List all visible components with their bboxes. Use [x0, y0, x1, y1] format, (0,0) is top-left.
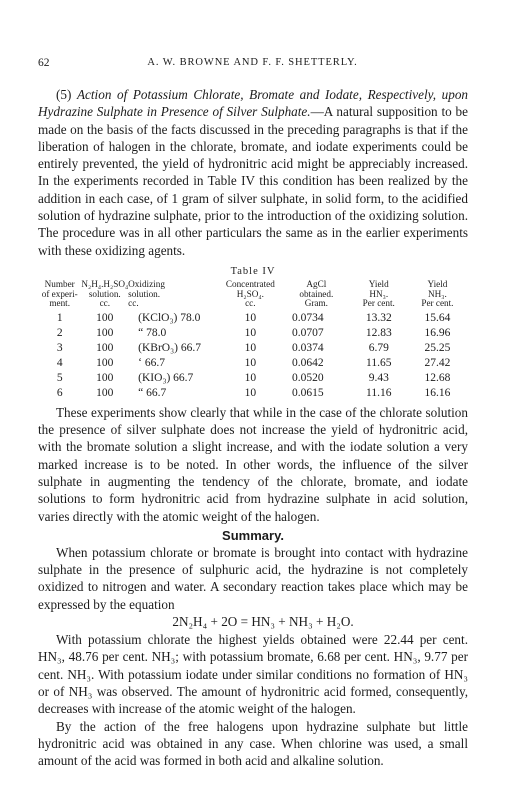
after-table-paragraph: These experiments show clearly that while in the case of the chlorate solution the presence of silver sulphate does not increase the yield of hydronitric acid, with the bromate solution a slight increase, and with the iodate solution a very marked increase is to be noted. In other words, the influence of the silver sulphate in augmenting the tendency of the chlorate, bromate, and iodate solutions to form hydronitric acid from hydrazine sulphate in acid solution, varies directly with the atomic weight of the halogen. [38, 404, 468, 524]
table-cell: 10 [244, 371, 257, 384]
section-5-paragraph [38, 86, 468, 259]
table-header-cell [219, 280, 282, 311]
table-cell: 27.42 [424, 356, 451, 369]
table-header-line: solution. [88, 288, 121, 299]
table-cell: 16.96 [424, 326, 451, 339]
table-cell: 13.32 [365, 311, 392, 324]
table-header-line: AgCl [306, 278, 327, 289]
summary-paragraph-1: When potassium chlorate or bromate is brought into contact with hydrazine sulphate in the presence of sulphuric acid, the hydrazine is not completely oxidized to nitrogen and water. A secondary reaction takes place which may be expressed by the equation [38, 544, 468, 612]
table-cell: 10 [244, 326, 257, 339]
table-cell: “ 78.0 [138, 326, 167, 339]
table-cell: 0.0642 [291, 356, 324, 369]
table-header-line: ment. [49, 298, 71, 309]
table-header-cell [282, 280, 351, 311]
table-cell: ‘ 66.7 [138, 356, 166, 369]
summary-heading: Summary. [222, 527, 284, 543]
table-cell: 100 [96, 356, 114, 369]
table-header-line: HN₃. [369, 288, 389, 299]
table-header-line: H₂SO₄. [236, 288, 264, 299]
running-head: A. W. BROWNE AND F. F. SHETTERLY. [147, 57, 358, 68]
summary-paragraph-2: With potassium chlorate the highest yields obtained were 22.44 per cent. HN₃, 48.76 per cent. NH₃; with potassium bromate, 6.68 per cent. HN₃, 9.77 per cent. NH₃. With potassium iodate under similar conditions no formation of HN₃ or of NH₃ was observed. The amount of hydronitric acid formed, consequently, decreases with increase of the atomic weight of the halogen. [38, 632, 468, 717]
table-cell: 11.16 [366, 386, 392, 399]
table-cell: 11.65 [366, 356, 392, 369]
table-header-cell [38, 280, 81, 311]
table-header-line: obtained. [299, 288, 334, 299]
table-cell: 3 [56, 341, 63, 354]
table-cell: 1 [56, 311, 63, 324]
table-cell: 0.0374 [291, 341, 324, 354]
table-header-line: N₂H₄.H₂SO₄ [81, 278, 129, 289]
table-header-line: solution. [128, 288, 161, 299]
table-cell: 0.0707 [291, 326, 324, 339]
table-body [38, 311, 468, 401]
table-header-line: Number [44, 278, 75, 289]
table-header-line: Oxidizing [128, 278, 165, 289]
table-cell: 10 [244, 356, 257, 369]
summary-paragraph-3: By the action of the free halogens upon hydrazine sulphate but little hydronitric acid was obtained in any case. When chlorine was used, a small amount of the acid was formed in both acid and alkaline solution. [38, 718, 468, 769]
table-header-line: Gram. [304, 298, 328, 309]
table-header-line: Per cent. [421, 298, 454, 309]
table-row [38, 386, 468, 401]
table-header-cell [407, 280, 468, 311]
table-header-line: cc. [245, 298, 256, 309]
table-cell: 0.0615 [291, 386, 324, 399]
table-header-line: Concentrated [225, 278, 275, 289]
table-cell: 6 [56, 386, 63, 399]
table-cell: “ 66.7 [138, 386, 167, 399]
table-header-row [38, 280, 468, 311]
table-cell: 10 [244, 386, 257, 399]
page-header [38, 57, 467, 71]
table-header-line: cc. [99, 298, 111, 309]
table-cell: 10 [244, 341, 257, 354]
section-title: Action of Potassium Chlorate, Bromate and Iodate, Respectively, upon Hydrazine Sulphate in Presence of Silver Sulphate. [38, 87, 469, 120]
table-header-line: Yield [427, 278, 448, 289]
table-row [38, 311, 468, 326]
table-header-cell [351, 280, 407, 311]
table-cell: 10 [244, 311, 257, 324]
table-iv [38, 280, 468, 401]
table-header-cell [81, 280, 128, 311]
table-cell: 100 [96, 371, 114, 384]
table-cell: 15.64 [424, 311, 451, 324]
table-header-line: cc. [128, 298, 139, 309]
table-cell: (KIO₃) 66.7 [138, 371, 194, 384]
table-row [38, 326, 468, 341]
table-header-line: Per cent. [362, 298, 395, 309]
equation: 2N₂H₄ + 2O = HN₃ + NH₃ + H₂O. [172, 614, 354, 630]
page-number: 62 [38, 57, 50, 69]
section-text: —A natural supposition to be made on the basis of the facts discussed in the preceding paragraphs is that if the liberation of halogen in the chlorate, bromate, and iodate experiments could be entirely prevented, the yield of hydronitric acid might be appreciably increased. In the experiments recorded in Table IV this condition has been realized by the addition in each case, of 1 gram of silver sulphate, in solid form, to the acidified solution of hydrazine sulphate, prior to the introduction of the oxidizing solution. The procedure was in all other particulars the same as in the earlier experiments with these oxidizing agents. [38, 104, 469, 258]
table-cell: 16.16 [424, 386, 451, 399]
table-header-line: of experi- [41, 288, 78, 299]
table-cell: (KBrO₃) 66.7 [138, 341, 201, 354]
table-row [38, 356, 468, 371]
table-caption: Table IV [230, 265, 276, 277]
table-cell: 100 [96, 386, 114, 399]
table-header-line: NH₃. [428, 288, 447, 299]
table-cell: 9.43 [368, 371, 389, 384]
table-cell: 100 [96, 326, 114, 339]
table-cell: 12.68 [424, 371, 451, 384]
table-cell: 6.79 [368, 341, 389, 354]
table-cell: 100 [96, 311, 114, 324]
table-header-line: Yield [368, 278, 389, 289]
table-cell: 12.83 [365, 326, 392, 339]
table-cell: 25.25 [424, 341, 451, 354]
table-cell: (KClO₃) 78.0 [138, 311, 201, 324]
table-cell: 0.0520 [291, 371, 324, 384]
table-cell: 4 [56, 356, 63, 369]
table-header-cell [128, 280, 219, 311]
table-row [38, 371, 468, 386]
table-cell: 100 [96, 341, 114, 354]
table-cell: 2 [56, 326, 63, 339]
table-row [38, 341, 468, 356]
section-number: (5) [56, 87, 72, 102]
table-cell: 0.0734 [291, 311, 324, 324]
page-body [38, 86, 468, 769]
table-cell: 5 [56, 371, 63, 384]
